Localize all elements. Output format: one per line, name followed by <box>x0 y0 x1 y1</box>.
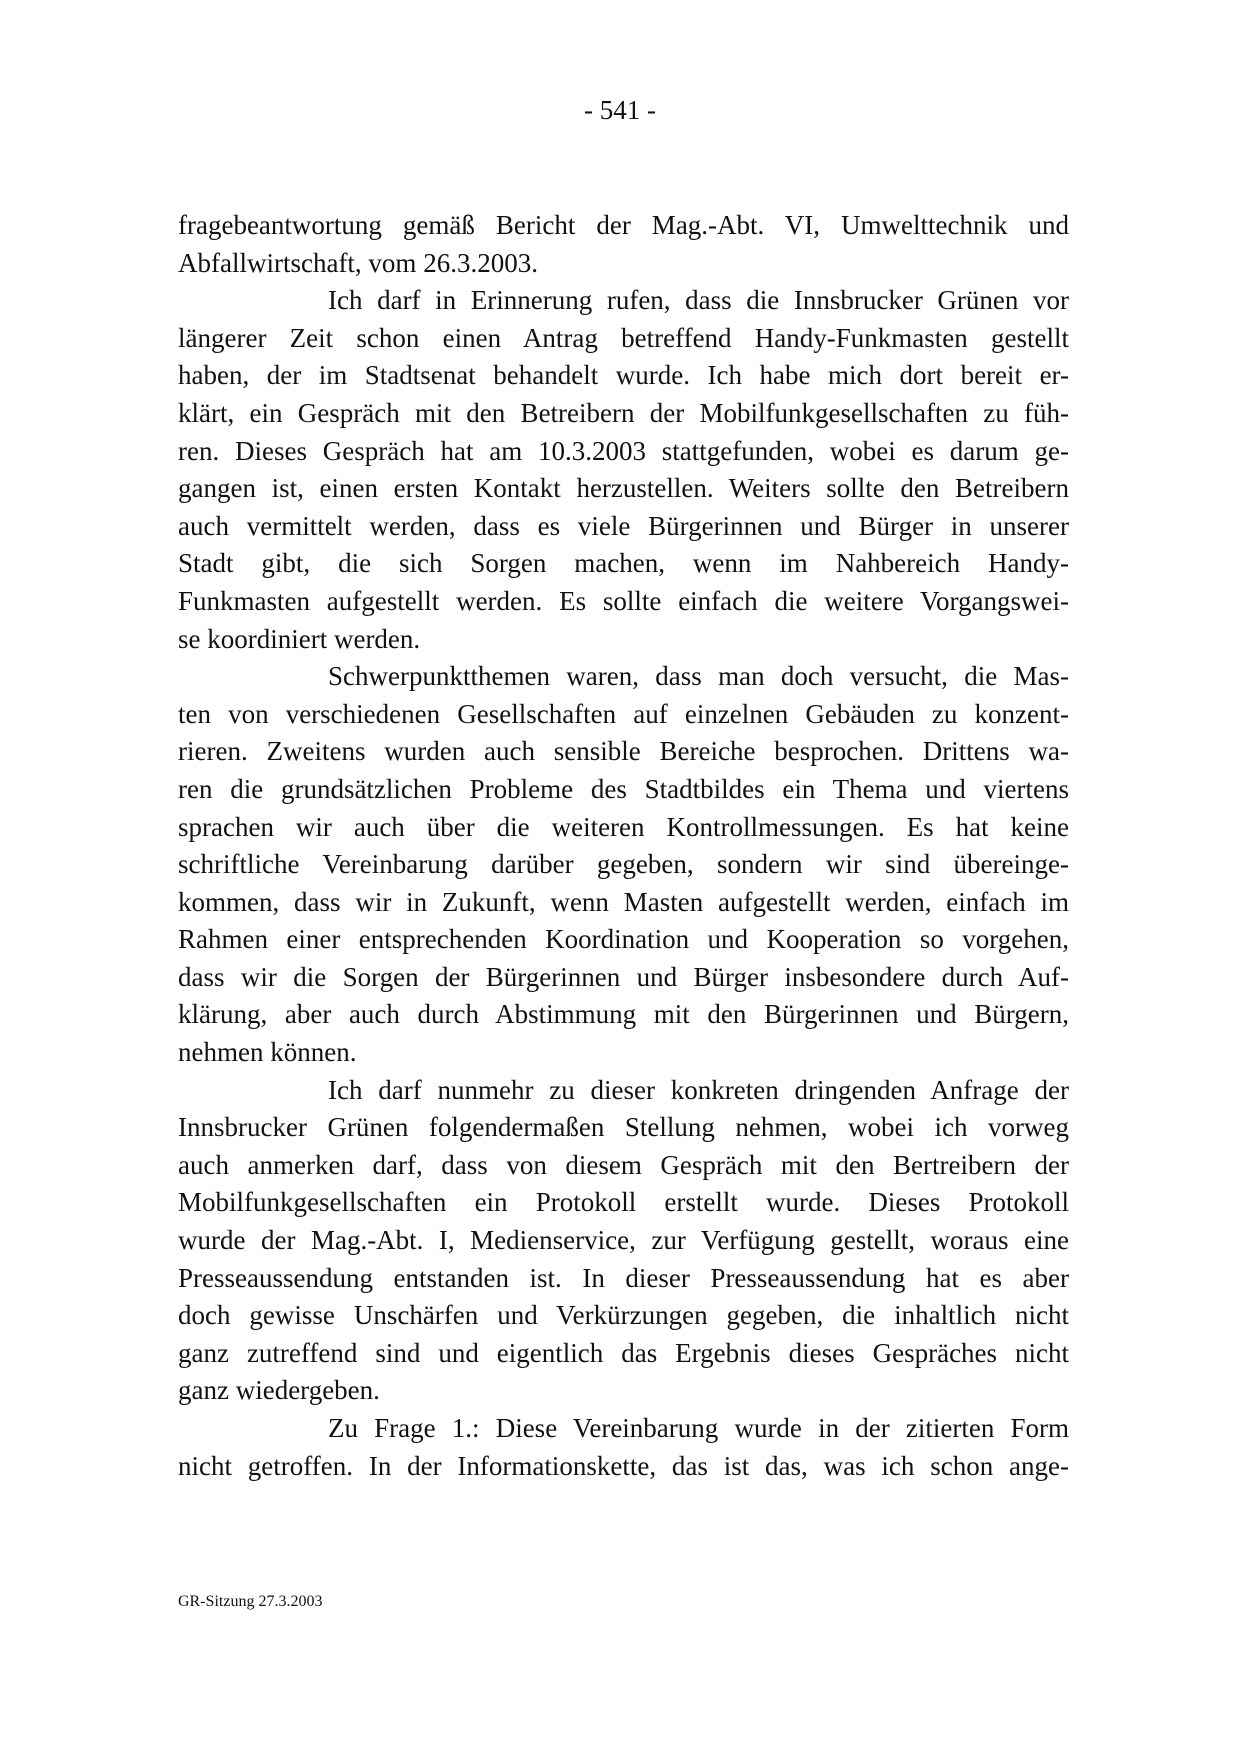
paragraph <box>178 207 1069 282</box>
page-number: - 541 - <box>584 95 656 125</box>
text-line: ren die grundsätzlichen Probleme des Stadtbildes ein Thema und viertens <box>178 773 1069 804</box>
text-line: nicht getroffen. In der Informationskette, das ist das, was ich schon ange- <box>178 1450 1069 1481</box>
text-line: auch anmerken darf, dass von diesem Gespräch mit den Bertreibern der <box>178 1149 1069 1180</box>
text-line: ten von verschiedenen Gesellschaften auf einzelnen Gebäuden zu konzent- <box>178 698 1069 729</box>
text-line: Schwerpunktthemen waren, dass man doch versucht, die Mas- <box>328 661 1069 692</box>
text-line: auch vermittelt werden, dass es viele Bürgerinnen und Bürger in unserer <box>178 510 1069 541</box>
text-line: rieren. Zweitens wurden auch sensible Bereiche besprochen. Drittens wa- <box>178 736 1069 767</box>
text-line: Innsbrucker Grünen folgendermaßen Stellung nehmen, wobei ich vorweg <box>178 1112 1069 1143</box>
text-line: Abfallwirtschaft, vom 26.3.2003. <box>178 247 538 278</box>
paragraph <box>178 282 1069 658</box>
text-line: Ich darf in Erinnerung rufen, dass die Innsbrucker Grünen vor <box>328 285 1069 316</box>
text-line: Rahmen einer entsprechenden Koordination und Kooperation so vorgehen, <box>178 924 1069 955</box>
paragraph <box>178 1072 1069 1410</box>
text-line: ren. Dieses Gespräch hat am 10.3.2003 stattgefunden, wobei es darum ge- <box>178 435 1069 466</box>
text-line: nehmen können. <box>178 1037 357 1068</box>
text-line: klärung, aber auch durch Abstimmung mit den Bürgerinnen und Bürgern, <box>178 999 1069 1030</box>
text-line: se koordiniert werden. <box>178 623 421 654</box>
text-line: Funkmasten aufgestellt werden. Es sollte einfach die weitere Vorgangswei- <box>178 585 1069 616</box>
footer-session-date: GR-Sitzung 27.3.2003 <box>178 1593 323 1610</box>
text-line: längerer Zeit schon einen Antrag betreffend Handy-Funkmasten gestellt <box>178 322 1069 353</box>
paragraph <box>178 1410 1069 1485</box>
text-line: Presseaussendung entstanden ist. In dieser Presseaussendung hat es aber <box>178 1262 1069 1293</box>
text-line: fragebeantwortung gemäß Bericht der Mag.-Abt. VI, Umwelttechnik und <box>178 210 1069 240</box>
text-line: Zu Frage 1.: Diese Vereinbarung wurde in der zitierten Form <box>328 1413 1069 1443</box>
document-body <box>178 207 1069 1485</box>
paragraph <box>178 658 1069 1072</box>
text-line: Ich darf nunmehr zu dieser konkreten dringenden Anfrage der <box>328 1074 1069 1105</box>
text-line: gangen ist, einen ersten Kontakt herzustellen. Weiters sollte den Betreibern <box>178 473 1069 504</box>
text-line: schriftliche Vereinbarung darüber gegeben, sondern wir sind übereinge- <box>178 849 1069 880</box>
text-line: ganz zutreffend sind und eigentlich das Ergebnis dieses Gespräches nicht <box>178 1337 1069 1368</box>
text-line: sprachen wir auch über die weiteren Kontrollmessungen. Es hat keine <box>178 811 1069 842</box>
text-line: dass wir die Sorgen der Bürgerinnen und Bürger insbesondere durch Auf- <box>178 961 1069 992</box>
text-line: ganz wiedergeben. <box>178 1375 380 1406</box>
text-line: kommen, dass wir in Zukunft, wenn Masten aufgestellt werden, einfach im <box>178 886 1069 917</box>
text-line: haben, der im Stadtsenat behandelt wurde. Ich habe mich dort bereit er- <box>178 360 1069 391</box>
text-line: Mobilfunkgesellschaften ein Protokoll erstellt wurde. Dieses Protokoll <box>178 1187 1069 1218</box>
text-line: wurde der Mag.-Abt. I, Medienservice, zur Verfügung gestellt, woraus eine <box>178 1225 1069 1256</box>
text-line: Stadt gibt, die sich Sorgen machen, wenn im Nahbereich Handy- <box>178 548 1069 579</box>
text-line: doch gewisse Unschärfen und Verkürzungen gegeben, die inhaltlich nicht <box>178 1300 1069 1331</box>
text-line: klärt, ein Gespräch mit den Betreibern der Mobilfunkgesellschaften zu füh- <box>178 397 1069 428</box>
